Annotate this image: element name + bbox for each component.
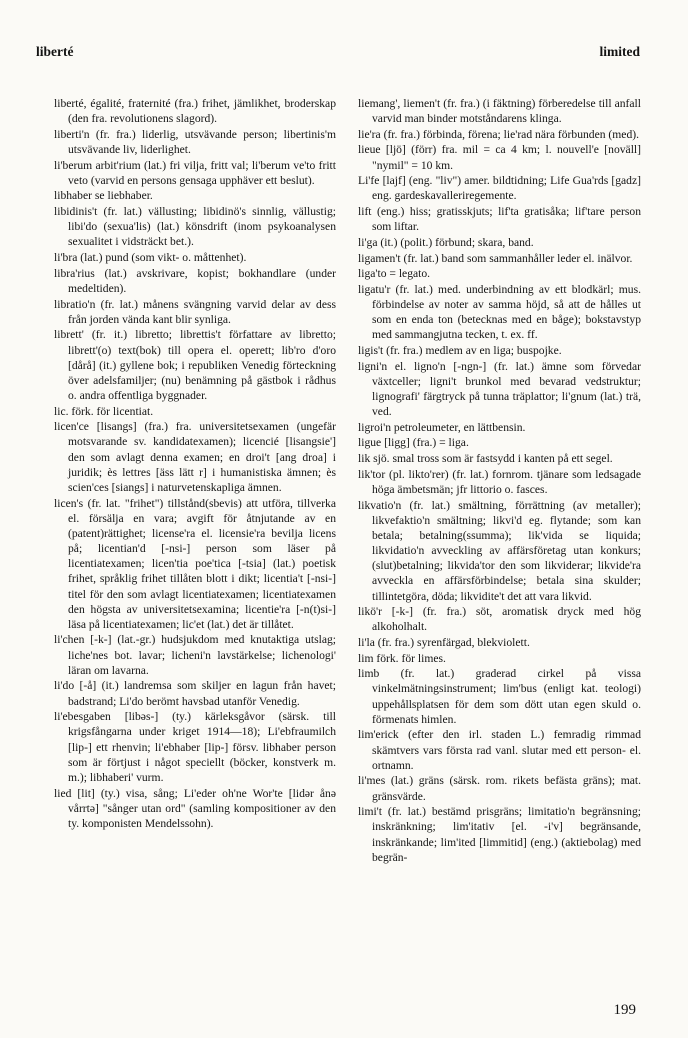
- dictionary-entry: ligatu'r (fr. lat.) med. underbindning av ett blodkärl; mus. förbindelse av noter av samma höjd, så att de hålles ut som en enda ton (betecknas med en båge); bokstavstyp med sammangjutna tecken, t. ex. ff.: [358, 282, 641, 342]
- dictionary-entry: likö'r [-k-] (fr. fra.) söt, aromatisk dryck med hög alkoholhalt.: [358, 605, 641, 634]
- dictionary-entry: ligis't (fr. fra.) medlem av en liga; buspojke.: [358, 344, 562, 357]
- header-right-guide-word: limited: [599, 44, 640, 59]
- dictionary-entry: Li'fe [lajf] (eng. "liv") amer. bildtidning; Life Gua'rds [gadz] eng. gardeskavalleriregemente.: [358, 174, 641, 203]
- dictionary-entry: liberti'n (fr. fra.) liderlig, utsvävande person; libertinis'm utsvävande liv, liderlighet.: [54, 127, 336, 156]
- dictionary-entry: lift (eng.) hiss; gratisskjuts; lif'ta gratisåka; lif'tare person som liftar.: [358, 205, 641, 234]
- dictionary-entry: liberté, égalité, fraternité (fra.) frihet, jämlikhet, broderskap (den fra. revolutionens slagord).: [54, 97, 336, 126]
- running-head: [36, 44, 640, 60]
- dictionary-entry: lieue [ljö] (förr) fra. mil = ca 4 km; l. nouvell'e [noväll] "nymil" = 10 km.: [358, 143, 641, 172]
- dictionary-entry: libhaber se liebhaber.: [54, 189, 153, 203]
- dictionary-entry: lic. förk. för licentiat.: [54, 404, 154, 418]
- dictionary-entry: li'do [-å] (it.) landremsa som skiljer en lagun från havet; badstrand; Li'do berömt havsbad utanför Venedig.: [54, 679, 336, 708]
- right-column: [358, 96, 641, 865]
- dictionary-entry: lied [lit] (ty.) visa, sång; Li'eder oh'ne Wor'te [lidər ånə vårrtə] "sånger utan ord" (samling kompositioner av den ty. komponisten Mendelssohn).: [54, 786, 336, 830]
- dictionary-entry: li'berum arbit'rium (lat.) fri vilja, fritt val; li'berum ve'to fritt veto (varvid en persons gensaga upphäver ett beslut).: [54, 158, 336, 187]
- header-left-guide-word: liberté: [36, 44, 74, 59]
- dictionary-entry: liga'to = legato.: [358, 267, 431, 281]
- dictionary-entry: li'la (fr. fra.) syrenfärgad, blekviolett.: [358, 635, 530, 649]
- dictionary-entry: li'ga (it.) (polit.) förbund; skara, band.: [358, 235, 534, 249]
- left-column: [54, 96, 336, 832]
- page-number: 199: [613, 1002, 636, 1018]
- dictionary-entry: ligue [ligg] (fra.) = liga.: [358, 436, 469, 450]
- dictionary-entry: licen's (fr. lat. "frihet") tillstånd(sbevis) att utföra, tillverka el. försälja en vara; avgift för åtnjutande av en (patent)rättighet; license'ra el. licensie'ra bevilja licens på; licentian'd [-nsi-] person som läser på licentiatexamen; licen'tia poe'tica [-tsia] (lat.) poetisk frihet, språklig frihet tillåten blott i dikt; licentia't [-nsi-] titel för den som avlagt licentiatexamen; licentiatexamen den högsta av universitetsexamina; licentie'ra [-n(t)si-] läsa på licentiatexamen; lic'et (lat.) det är tillåtet.: [54, 496, 336, 631]
- dictionary-entry: ligroi'n petroleumeter, en lättbensin.: [358, 420, 526, 434]
- dictionary-entry: licen'ce [lisangs] (fra.) fra. universitetsexamen (ungefär motsvarande sv. kandidatexamen); licencié [lisangsie'] den som avlagt denna examen; en droi't [ang droa] i juridik; ès lettres [äss lätt r] i humanistiska ämnen; ès scien'ces [siangs] i naturvetenskapliga ämnen.: [54, 420, 336, 494]
- dictionary-entry: lim förk. för limes.: [358, 651, 446, 665]
- dictionary-entry: lim'erick (efter den irl. staden L.) femradig rimmad skämtvers vars första rad vanl. slutar med ett person- el. ortnamn.: [358, 728, 641, 772]
- dictionary-entry: lik'tor (pl. likto'rer) (fr. lat.) fornrom. tjänare som ledsagade höga ämbetsmän; jfr littorio o. fasces.: [358, 467, 641, 496]
- dictionary-entry: libra'rius (lat.) avskrivare, kopist; bokhandlare (under medeltiden).: [54, 266, 336, 295]
- dictionary-entry: li'ebesgaben [libəs-] (ty.) kärleksgåvor (särsk. till krigsfångarna under kriget 1914—18); Li'ebfraumilch [lip-] ett rhenvin; li'ebhaber [lip-] försv. libhaber person som är förtjust i något speciellt (böcker, konstverk m. m.); libhaberi' vurm.: [54, 710, 336, 784]
- dictionary-entry: libratio'n (fr. lat.) månens svängning varvid delar av dess från jorden vända kant blir synliga.: [54, 297, 336, 326]
- dictionary-entry: li'chen [-k-] (lat.-gr.) hudsjukdom med knutaktiga utslag; liche'nes bot. lavar; licheni'n lavstärkelse; lichenologi' läran om lavarna.: [54, 633, 336, 677]
- dictionary-entry: likvatio'n (fr. lat.) smältning, förrättning (av metaller); likvefaktio'n smältning; likvi'd eg. flytande; som kan betala; betalning(ssumma); lik'vida se liquida; likvidatio'n avveckling av affärsföretag utan konkurs; (slut)betalning; likvida'tor den som likviderar; likvide'ra avveckla en affärsförbindelse; betala sina skulder; tillintetgöra, döda; likvidite't det att vara likvid.: [358, 498, 641, 603]
- dictionary-entry: liemang', liemen't (fr. fra.) (i fäktning) förberedelse till anfall varvid man binder motståndarens klinga.: [358, 97, 641, 126]
- dictionary-entry: libidinis't (fr. lat.) vällusting; libidinö's sinnlig, vällustig; libi'do (sexua'lis) (lat.) könsdrift (inom psykoanalysen sexualitet i vidsträckt bet.).: [54, 205, 336, 249]
- dictionary-entry: li'mes (lat.) gräns (särsk. rom. rikets befästa gräns); mat. gränsvärde.: [358, 774, 641, 803]
- dictionary-entry: lik sjö. smal tross som är fastsydd i kanten på ett segel.: [358, 452, 613, 466]
- dictionary-entry: limi't (fr. lat.) bestämd prisgräns; limitatio'n begränsning; inskränkning; lim'itativ [el. -i'v] begränsande, inskränkande; lim'ited [limmitid] (eng.) (aktiebolag) med begrän-: [358, 805, 641, 864]
- dictionary-entry: li'bra (lat.) pund (som vikt- o. måttenhet).: [54, 251, 247, 265]
- dictionary-entry: limb (fr. lat.) graderad cirkel på vissa vinkelmätningsinstrument; lim'bus (enligt kat. teologi) uppehållsplatsen för dem som dött utan egen skuld o. förmenats himlen.: [358, 667, 641, 726]
- dictionary-entry: lie'ra (fr. fra.) förbinda, förena; lie'rad nära förbunden (med).: [358, 127, 640, 141]
- dictionary-entry: ligamen't (fr. lat.) band som sammanhåller leder el. inälvor.: [358, 251, 633, 265]
- dictionary-entry: ligni'n el. ligno'n [-ngn-] (fr. lat.) ämne som förvedar växtceller; ligni't brunkol med bevarad vedstruktur; lignografi' färgtryck på tunna träplattor; li'gnum (lat.) trä, ved.: [358, 359, 641, 419]
- dictionary-entry: librett' (fr. it.) libretto; librettis't författare av libretto; librett'(o) text(bok) till opera el. operett; lib'ro d'oro [dårå] (it.) gyllene bok; i republiken Venedig förteckning över adelsfamiljer; (nu) benämning på gästbok i rådhus o. andra offentliga byggnader.: [54, 328, 336, 402]
